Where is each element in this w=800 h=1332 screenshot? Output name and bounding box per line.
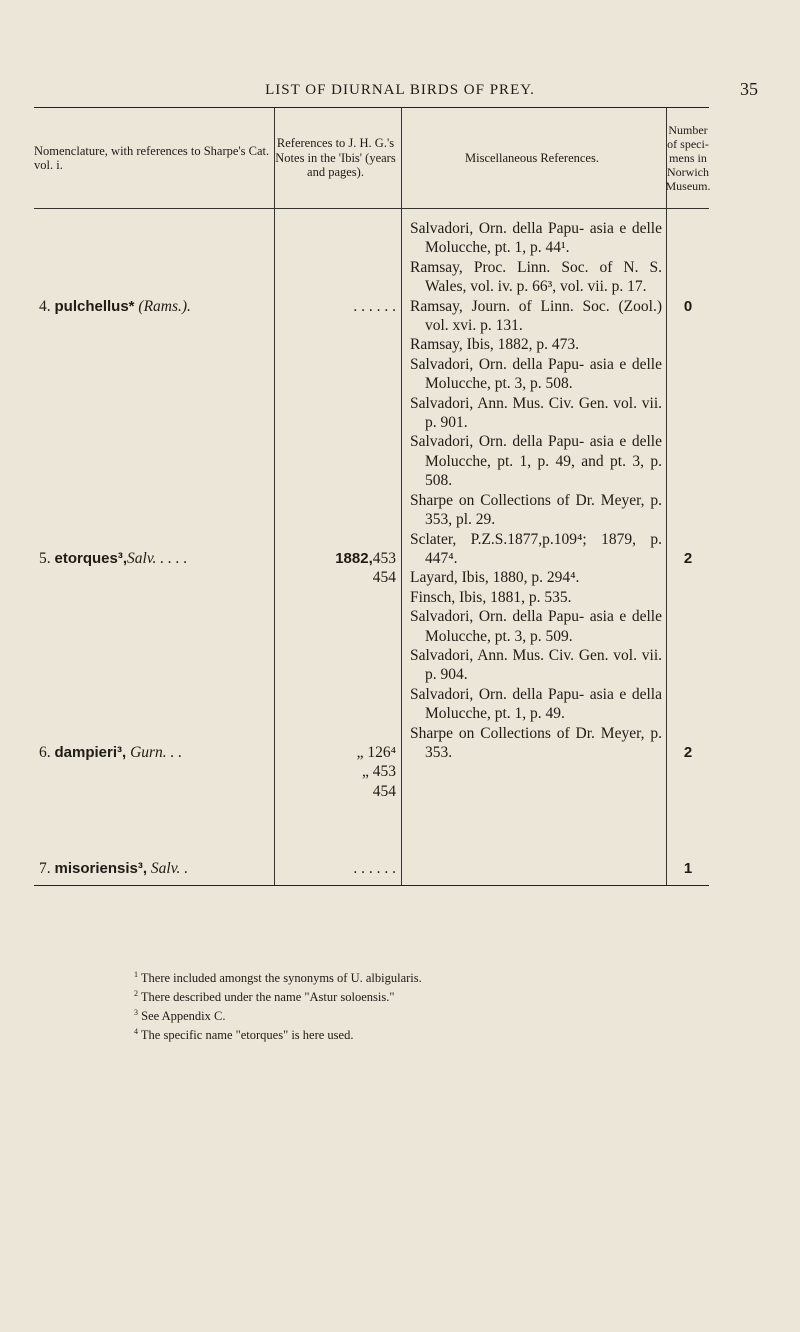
count-4: 0 [683, 297, 693, 315]
header-specimen-count: Number of speci- mens in Norwich Museum. [666, 108, 709, 209]
table-body [34, 209, 709, 885]
entry-6-ibis-ref-3: 454 [372, 782, 396, 800]
ref-5-3: Salvadori, Orn. della Papu- asia e delle Molucche, pt. 1, p. 49, and pt. 3, p. 508. [410, 433, 662, 490]
ref-4-1: Salvadori, Orn. della Papu- asia e delle Molucche, pt. 1, p. 44¹. [410, 220, 662, 257]
ref-6-3: Finsch, Ibis, 1881, p. 535. [410, 588, 572, 606]
count-7: 1 [683, 860, 693, 878]
entry-5-ibis-ref: 1882, 453 [335, 549, 396, 567]
ref-6-1: Sclater, P.Z.S.1877,p.109⁴; 1879, p. 447⁴. [410, 530, 662, 567]
header-misc-references: Miscellaneous References. [401, 108, 666, 209]
ref-4-4: Ramsay, Ibis, 1882, p. 473. [410, 336, 580, 354]
page-number: 35 [740, 79, 758, 99]
col-misc-references [401, 209, 666, 885]
entry-name-7: 7. misoriensis³, Salv. . [39, 860, 189, 878]
col-ibis-notes [274, 209, 401, 885]
footnotes [134, 967, 734, 1044]
entry-7-ibis-ref: . . . . . . [353, 860, 396, 878]
ref-5-1: Salvadori, Orn. della Papu- asia e delle Molucche, pt. 3, p. 508. [410, 355, 662, 393]
ref-7-3: Sharpe on Collections of Dr. Meyer, p. 353. [410, 724, 662, 761]
ref-7-2: Salvadori, Orn. della Papu- asia e della Molucche, pt. 1, p. 49. [410, 685, 662, 723]
ref-6-4: Salvadori, Orn. della Papu- asia e delle Molucche, pt. 3, p. 509. [410, 608, 662, 645]
ref-7-1: Salvadori, Ann. Mus. Civ. Gen. vol. vii. p. 904. [410, 646, 662, 684]
running-head: LIST OF DIURNAL BIRDS OF PREY. [265, 82, 535, 98]
header-ibis-notes: References to J. H. G.'s Notes in the 'Ibis' (years and pages). [274, 108, 401, 209]
footnote-3: $^3$ See Appendix C. [134, 1008, 226, 1024]
entry-5-ibis-page: 454 [372, 569, 396, 587]
col-specimen-count [666, 209, 709, 885]
species-table [34, 107, 709, 886]
entry-6-ibis-ref-2: „ 453 [361, 763, 396, 781]
footnote-4: $^4$ The specific name "etorques" is here used. [134, 1027, 354, 1043]
ref-4-3: Ramsay, Journ. of Linn. Soc. (Zool.) vol. xvi. p. 131. [410, 297, 662, 335]
ref-6-2: Layard, Ibis, 1880, p. 294⁴. [410, 569, 580, 587]
entry-4-ibis-ref: . . . . . . [353, 297, 396, 315]
count-6: 2 [683, 743, 693, 761]
footnote-1: $^1$ There included amongst the synonyms of U. albigularis. [134, 970, 422, 986]
entry-6-ibis-ref-1: „ 126⁴ [356, 743, 396, 761]
count-5: 2 [683, 549, 693, 567]
ref-5-2: Salvadori, Ann. Mus. Civ. Gen. vol. vii. p. 901. [410, 394, 662, 432]
entry-name-4: 4. pulchellus* (Rams.). [39, 297, 191, 315]
entry-name-6: 6. dampieri³, Gurn. . . [39, 743, 183, 761]
footnote-2: $^2$ There described under the name "Astur soloensis." [134, 989, 395, 1005]
ref-4-2: Ramsay, Proc. Linn. Soc. of N. S. Wales, vol. iv. p. 66³, vol. vii. p. 17. [410, 258, 662, 296]
header-nomenclature: Nomenclature, with references to Sharpe's Cat. vol. i. [34, 108, 274, 209]
table-header-row [34, 108, 709, 209]
col-nomenclature [34, 209, 274, 885]
ref-5-4: Sharpe on Collections of Dr. Meyer, p. 353, pl. 29. [410, 491, 662, 529]
entry-name-5: 5. etorques³,Salv. . . . . [39, 549, 188, 567]
